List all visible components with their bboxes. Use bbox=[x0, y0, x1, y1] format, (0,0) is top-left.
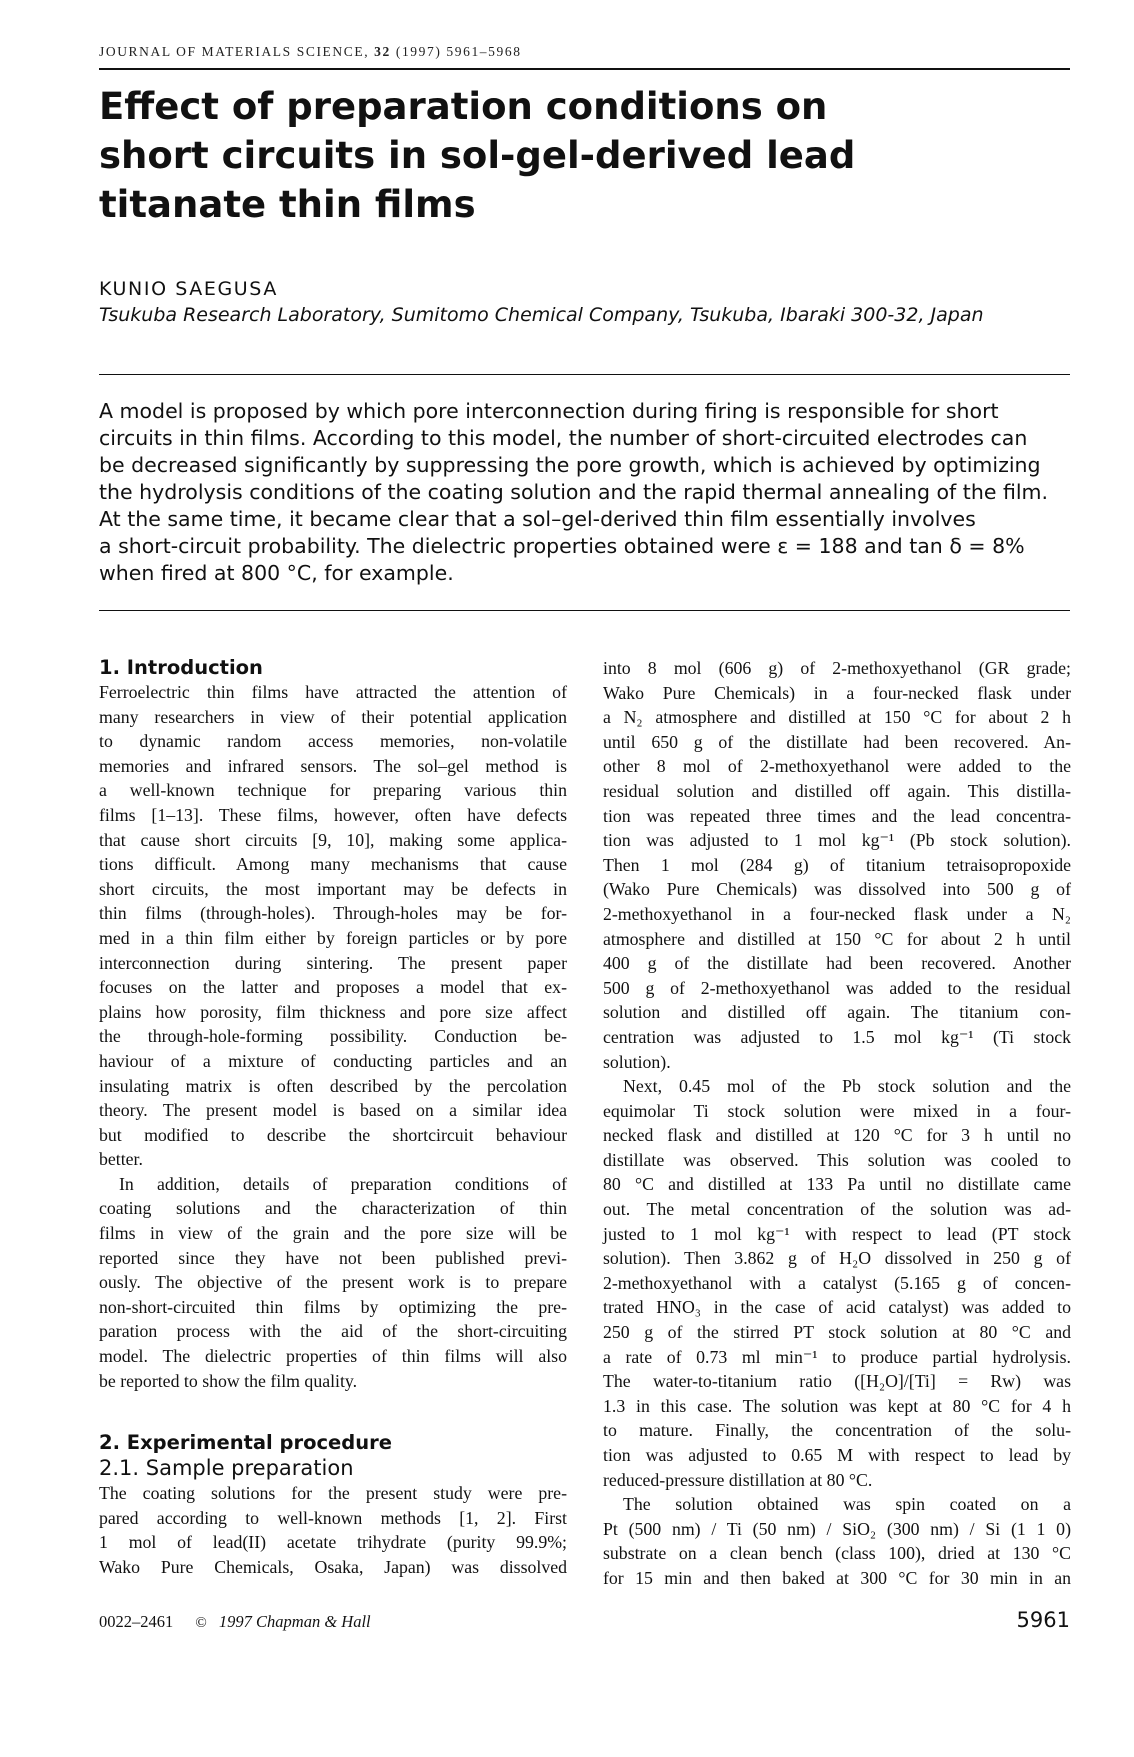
text-line: residual solution and distilled off again. This distilla- bbox=[603, 780, 1071, 801]
header-rule bbox=[99, 68, 1070, 70]
text-line: The water-to-titanium ratio ([H₂O]/[Ti] = Rw) was bbox=[603, 1371, 1071, 1392]
text-line: tion was repeated three times and the lead concentra- bbox=[603, 805, 1071, 826]
text-line: equimolar Ti stock solution were mixed in a four- bbox=[603, 1100, 1071, 1121]
section-heading-introduction: 1. Introduction bbox=[99, 656, 263, 679]
text-line: coating solutions and the characterization of thin bbox=[99, 1198, 567, 1219]
text-line: better. bbox=[99, 1149, 143, 1170]
text-line: Wako Pure Chemicals) in a four-necked flask under bbox=[603, 682, 1071, 703]
text-line: 2-methoxyethanol in a four-necked flask under a N₂ bbox=[603, 903, 1071, 924]
text-line: 400 g of the distillate had been recovered. Another bbox=[603, 953, 1071, 974]
section-spacer bbox=[99, 1393, 567, 1431]
text-line: be reported to show the film quality. bbox=[99, 1370, 358, 1391]
abstract-top-rule bbox=[99, 374, 1070, 375]
text-line: 1.3 in this case. The solution was kept at 80 °C for 4 h bbox=[603, 1395, 1071, 1416]
text-line: Wako Pure Chemicals, Osaka, Japan) was dissolved bbox=[99, 1557, 567, 1577]
text-line: interconnection during sintering. The present paper bbox=[99, 952, 567, 973]
author-name: KUNIO SAEGUSA bbox=[99, 278, 278, 300]
text-line: short circuits, the most important may be defects in bbox=[99, 878, 567, 899]
text-line: 80 °C and distilled at 133 Pa until no distillate came bbox=[603, 1174, 1071, 1195]
text-line: tions difficult. Among many mechanisms that cause bbox=[99, 854, 567, 875]
text-line: into 8 mol (606 g) of 2-methoxyethanol (GR grade; bbox=[603, 658, 1071, 678]
text-line: but modified to describe the shortcircuit behaviour bbox=[99, 1124, 567, 1145]
text-line: tion was adjusted to 1 mol kg⁻¹ (Pb stock solution). bbox=[603, 830, 1071, 851]
text-line: Then 1 mol (284 g) of titanium tetraisopropoxide bbox=[603, 854, 1071, 875]
text-line: tion was adjusted to 0.65 M with respect to lead by bbox=[603, 1445, 1071, 1465]
text-line: centration was adjusted to 1.5 mol kg⁻¹ (Ti stock bbox=[603, 1026, 1071, 1047]
abstract-bottom-rule bbox=[99, 610, 1070, 611]
experimental-paragraph-3 bbox=[603, 1492, 1071, 1590]
text-line: non-short-circuited thin films by optimizing the pre- bbox=[99, 1296, 567, 1317]
text-line: reported since they have not been published previ- bbox=[99, 1247, 567, 1268]
text-line: that cause short circuits [9, 10], making some applica- bbox=[99, 829, 567, 850]
text-line: solution). bbox=[603, 1051, 671, 1072]
intro-paragraph-1 bbox=[99, 680, 567, 1172]
text-line: ously. The objective of the present work is to prepare bbox=[99, 1272, 567, 1293]
abstract-line: circuits in thin films. According to this model, the number of short-circuited electrodes can bbox=[99, 426, 1028, 450]
text-line: necked flask and distilled at 120 °C for 3 h until no bbox=[603, 1125, 1071, 1146]
text-line: other 8 mol of 2-methoxyethanol were added to the bbox=[603, 756, 1071, 777]
text-line: The coating solutions for the present study were pre- bbox=[99, 1483, 567, 1504]
text-line: haviour of a mixture of conducting particles and an bbox=[99, 1050, 567, 1071]
text-line: 1 mol of lead(II) acetate trihydrate (purity 99.9%; bbox=[99, 1532, 567, 1553]
text-line: thin films (through-holes). Through-holes may be for- bbox=[99, 903, 567, 924]
copyright-symbol: © bbox=[195, 1615, 207, 1631]
journal-volume: 32 bbox=[374, 44, 391, 59]
experimental-paragraph-2 bbox=[603, 1074, 1071, 1492]
text-line: solution). Then 3.862 g of H₂O dissolved in 250 g of bbox=[603, 1248, 1071, 1269]
text-line: med in a thin film either by foreign particles or by pore bbox=[99, 927, 567, 948]
experimental-paragraph-1 bbox=[99, 1481, 567, 1579]
abstract bbox=[99, 398, 1074, 587]
text-line: (Wako Pure Chemicals) was dissolved into 500 g of bbox=[603, 879, 1071, 900]
abstract-line: A model is proposed by which pore interconnection during firing is responsible for short bbox=[99, 399, 999, 423]
text-line: films in view of the grain and the pore size will be bbox=[99, 1223, 567, 1244]
text-line: solution and distilled off again. The titanium con- bbox=[603, 1002, 1071, 1023]
text-line: Pt (500 nm) / Ti (50 nm) / SiO₂ (300 nm) / Si (1 1 0) bbox=[603, 1518, 1071, 1539]
text-line: trated HNO₃ in the case of acid catalyst) was added to bbox=[603, 1297, 1071, 1318]
text-line: paration process with the aid of the short-circuiting bbox=[99, 1321, 567, 1342]
experimental-paragraph-1-cont bbox=[603, 656, 1071, 1074]
abstract-line: be decreased significantly by suppressing the pore growth, which is achieved by optimizing bbox=[99, 453, 1041, 477]
text-line: theory. The present model is based on a similar idea bbox=[99, 1100, 567, 1121]
text-line: Next, 0.45 mol of the Pb stock solution and the bbox=[623, 1076, 1071, 1097]
text-line: 500 g of 2-methoxyethanol was added to the residual bbox=[603, 977, 1071, 998]
section-heading-experimental: 2. Experimental procedure bbox=[99, 1431, 392, 1455]
intro-paragraph-2 bbox=[99, 1172, 567, 1393]
text-line: In addition, details of preparation conditions of bbox=[119, 1173, 567, 1194]
article-title: Effect of preparation conditions on short circuits in sol-gel-derived lead titanate thin films bbox=[99, 85, 856, 226]
left-column bbox=[99, 656, 567, 1580]
journal-header bbox=[99, 44, 1070, 60]
text-line: 250 g of the stirred PT stock solution at 80 °C and bbox=[603, 1322, 1071, 1343]
text-line: substrate on a clean bench (class 100), dried at 130 °C bbox=[603, 1543, 1071, 1564]
text-line: until 650 g of the distillate had been recovered. An- bbox=[603, 731, 1071, 752]
text-line: for 15 min and then baked at 300 °C for 30 min in an bbox=[603, 1567, 1071, 1588]
text-line: a rate of 0.73 ml min⁻¹ to produce partial hydrolysis. bbox=[603, 1346, 1071, 1367]
journal-name: JOURNAL OF MATERIALS SCIENCE, bbox=[99, 44, 370, 59]
abstract-line: At the same time, it became clear that a sol–gel-derived thin film essentially involves bbox=[99, 507, 976, 531]
page-number: 5961 bbox=[1016, 1608, 1070, 1632]
text-line: films [1–13]. These films, however, often have defects bbox=[99, 804, 567, 825]
text-line: insulating matrix is often described by the percolation bbox=[99, 1075, 567, 1096]
text-line: focuses on the latter and proposes a model that ex- bbox=[99, 977, 567, 998]
text-line: distillate was observed. This solution was cooled to bbox=[603, 1149, 1071, 1170]
text-line: a well-known technique for preparing various thin bbox=[99, 780, 567, 801]
journal-year-pages: (1997) 5961–5968 bbox=[395, 44, 522, 59]
text-line: reduced-pressure distillation at 80 °C. bbox=[603, 1469, 873, 1490]
text-line: model. The dielectric properties of thin films will also bbox=[99, 1346, 567, 1367]
text-line: out. The metal concentration of the solution was ad- bbox=[603, 1199, 1071, 1220]
abstract-line: when fired at 800 °C, for example. bbox=[99, 561, 454, 585]
text-line: atmosphere and distilled at 150 °C for about 2 h until bbox=[603, 928, 1071, 949]
text-line: the through-hole-forming possibility. Conduction be- bbox=[99, 1026, 567, 1047]
abstract-line: a short-circuit probability. The dielectric properties obtained were ε = 188 and tan δ = 8% bbox=[99, 534, 1025, 558]
text-line: many researchers in view of their potential application bbox=[99, 706, 567, 727]
text-line: justed to 1 mol kg⁻¹ with respect to lead (PT stock bbox=[603, 1223, 1071, 1244]
right-column bbox=[603, 656, 1071, 1591]
text-line: a N₂ atmosphere and distilled at 150 °C for about 2 h bbox=[603, 707, 1071, 728]
text-line: Ferroelectric thin films have attracted the attention of bbox=[99, 682, 567, 702]
text-line: plains how porosity, film thickness and pore size affect bbox=[99, 1001, 567, 1022]
issn: 0022–2461 bbox=[99, 1612, 174, 1631]
text-line: pared according to well-known methods [1, 2]. First bbox=[99, 1507, 567, 1528]
text-line: 2-methoxyethanol with a catalyst (5.165 g of concen- bbox=[603, 1272, 1071, 1293]
publisher: 1997 Chapman & Hall bbox=[218, 1612, 371, 1631]
text-line: The solution obtained was spin coated on a bbox=[623, 1494, 1071, 1515]
text-line: to mature. Finally, the concentration of the solu- bbox=[603, 1420, 1071, 1441]
text-line: to dynamic random access memories, non-volatile bbox=[99, 731, 567, 752]
subsection-heading-sample-preparation: 2.1. Sample preparation bbox=[99, 1456, 354, 1481]
abstract-line: the hydrolysis conditions of the coating solution and the rapid thermal annealing of the film. bbox=[99, 480, 1049, 504]
text-line: memories and infrared sensors. The sol–gel method is bbox=[99, 755, 567, 776]
footer-copyright bbox=[99, 1612, 371, 1632]
author-affiliation: Tsukuba Research Laboratory, Sumitomo Chemical Company, Tsukuba, Ibaraki 300-32, Japan bbox=[99, 304, 984, 326]
